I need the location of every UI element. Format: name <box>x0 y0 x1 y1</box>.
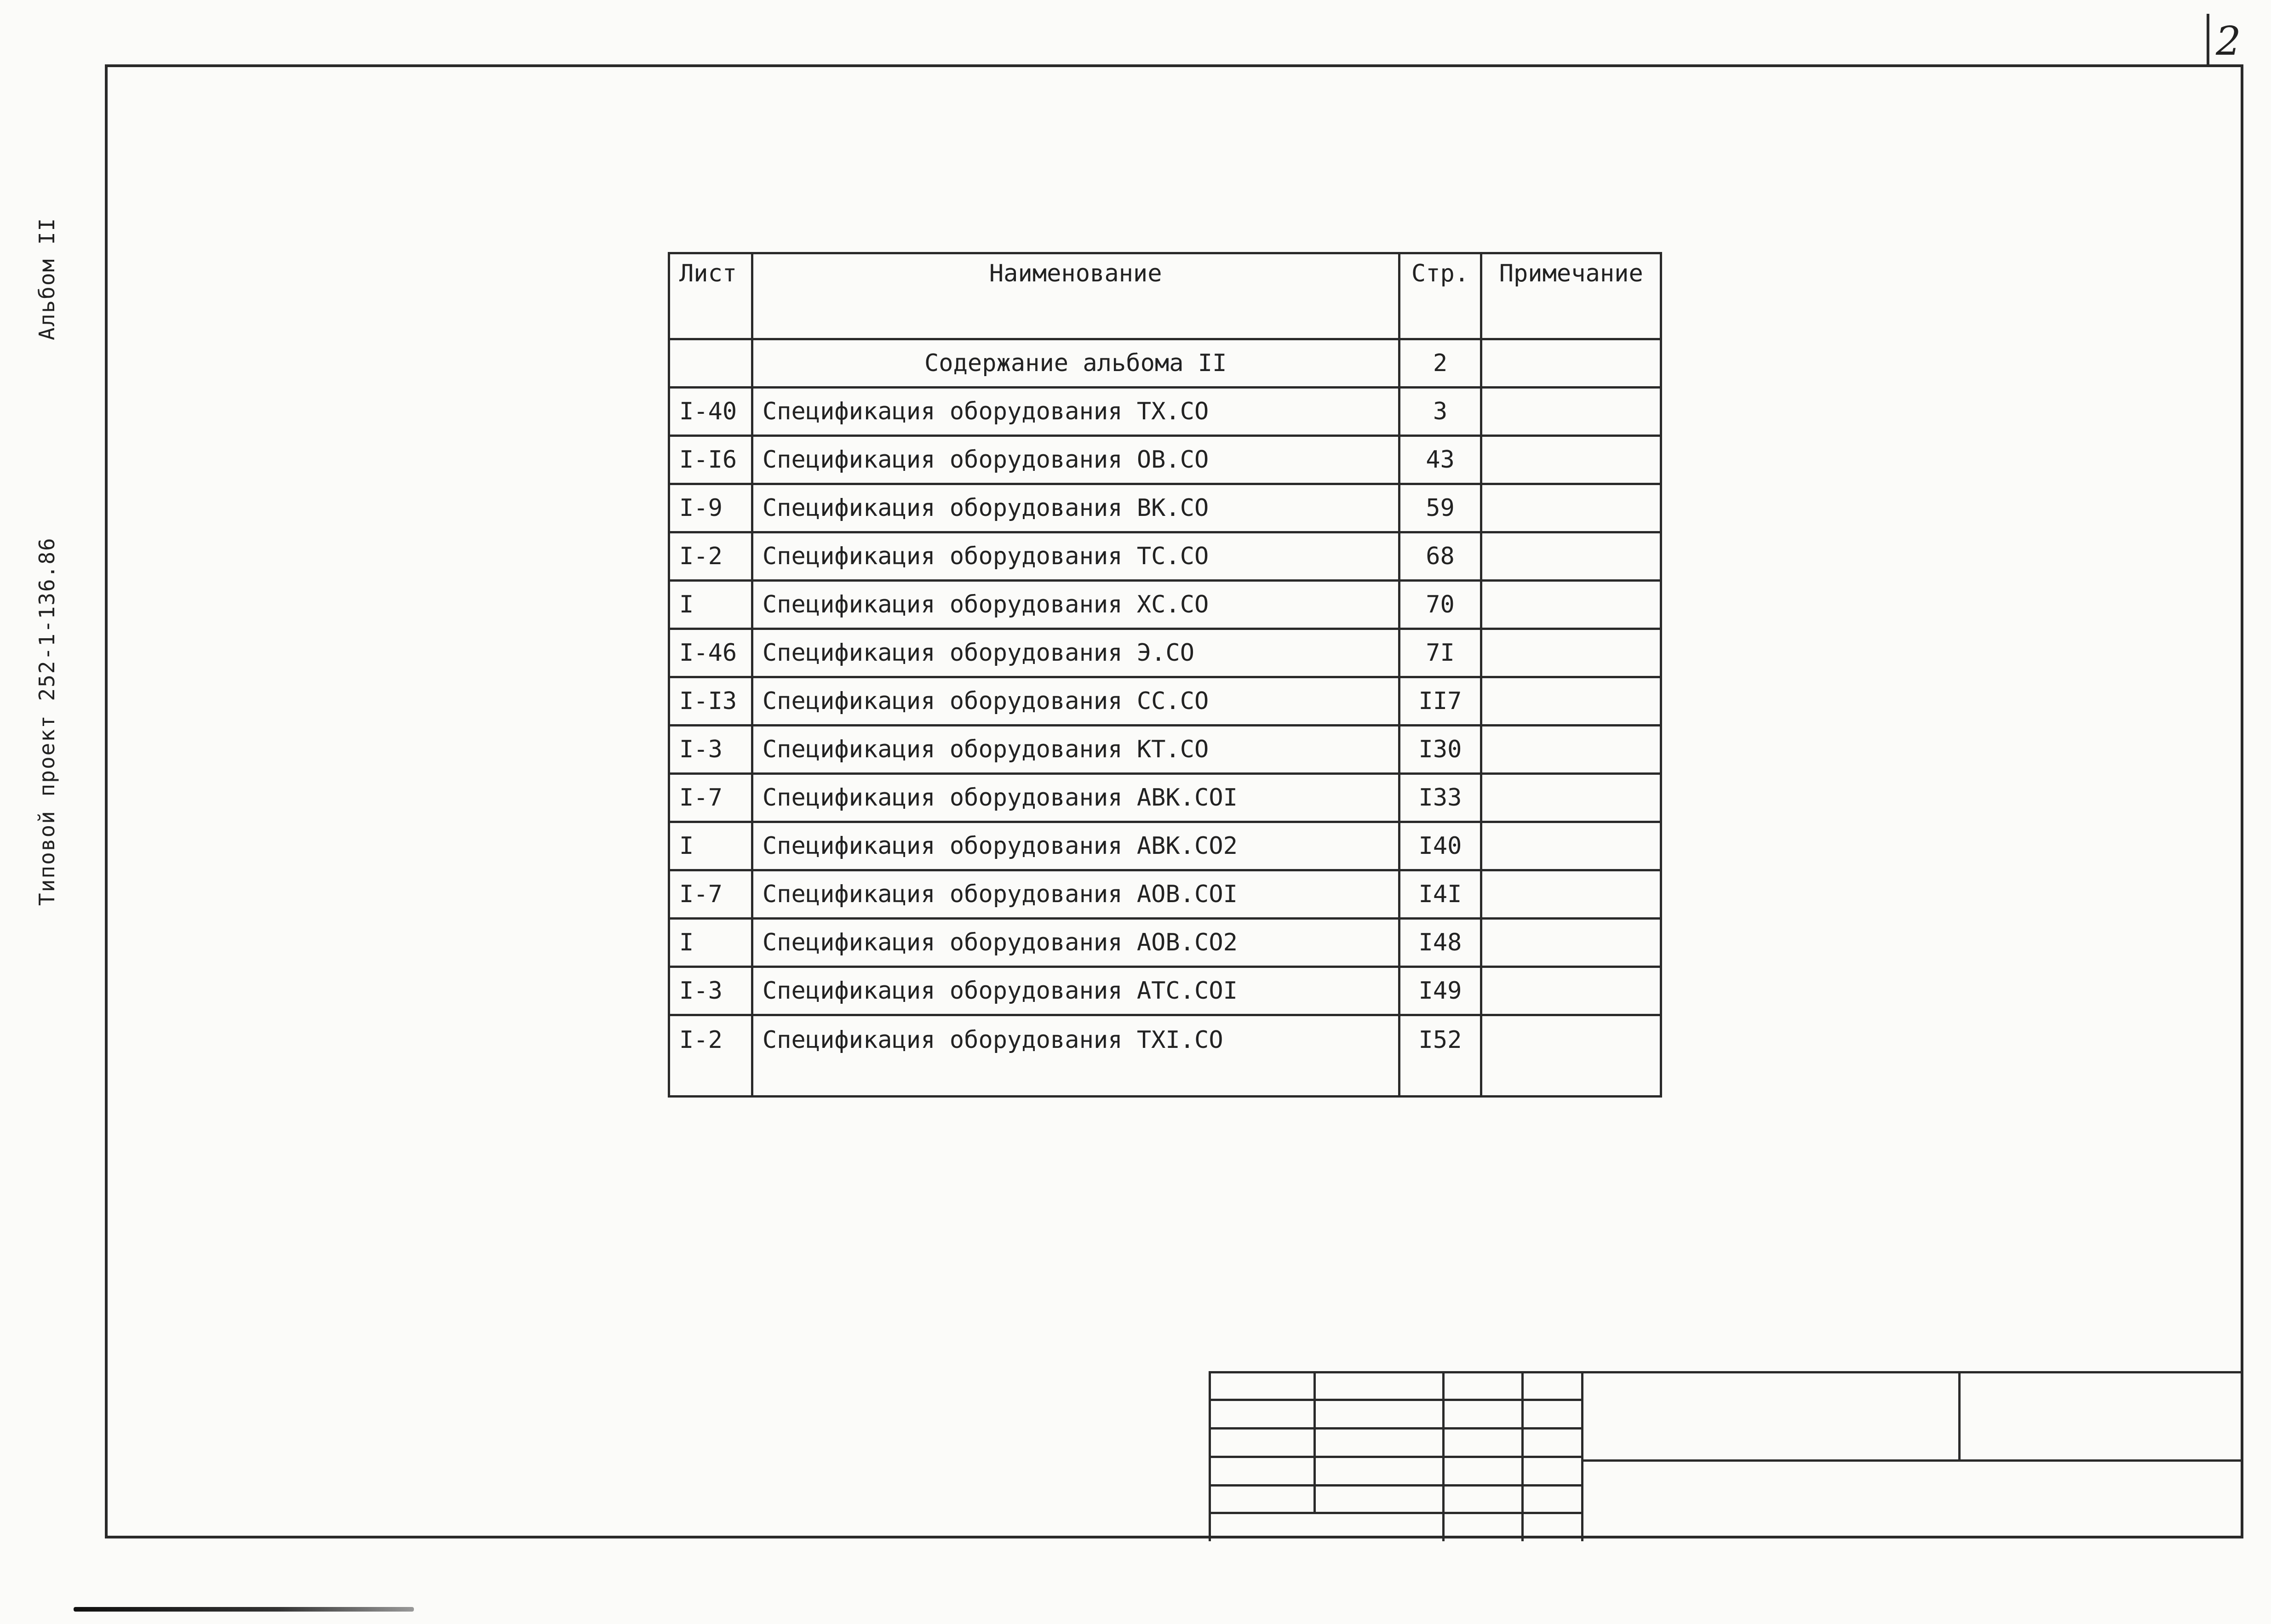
cell-name: Спецификация оборудования АВК.СОI <box>752 774 1399 822</box>
table-row <box>669 774 1661 822</box>
cell-sheet: I-7 <box>669 870 752 919</box>
cell-page: I40 <box>1399 822 1481 870</box>
cell-name: Содержание альбома II <box>752 339 1399 388</box>
cell-note <box>1481 774 1661 822</box>
cell-name: Спецификация оборудования АТС.СОI <box>752 967 1399 1015</box>
project-label: Типовой проект 252-1-136.86 <box>34 537 59 906</box>
cell-note <box>1481 726 1661 774</box>
cell-note <box>1481 388 1661 436</box>
cell-sheet: I <box>669 822 752 870</box>
cell-note <box>1481 339 1661 388</box>
cell-name: Спецификация оборудования ХС.СО <box>752 581 1399 629</box>
cell-sheet: I-2 <box>669 1015 752 1097</box>
header-note: Примечание <box>1481 253 1661 339</box>
cell-note <box>1481 822 1661 870</box>
cell-page: 59 <box>1399 484 1481 532</box>
cell-page: I30 <box>1399 726 1481 774</box>
cell-name: Спецификация оборудования СС.СО <box>752 677 1399 726</box>
cell-name: Спецификация оборудования ОВ.СО <box>752 436 1399 484</box>
cell-sheet: I-9 <box>669 484 752 532</box>
cell-note <box>1481 629 1661 677</box>
cell-page: 43 <box>1399 436 1481 484</box>
table-row <box>669 339 1661 388</box>
cell-page: I33 <box>1399 774 1481 822</box>
cell-page: I49 <box>1399 967 1481 1015</box>
cell-name: Спецификация оборудования ВК.СО <box>752 484 1399 532</box>
cell-name: Спецификация оборудования Э.СО <box>752 629 1399 677</box>
header-sheet: Лист <box>669 253 752 339</box>
cell-name: Спецификация оборудования ТС.СО <box>752 532 1399 581</box>
table-row <box>669 388 1661 436</box>
table-row <box>669 1015 1661 1097</box>
cell-name: Спецификация оборудования АВК.СО2 <box>752 822 1399 870</box>
cell-note <box>1481 870 1661 919</box>
cell-note <box>1481 919 1661 967</box>
cell-note <box>1481 967 1661 1015</box>
table-row <box>669 436 1661 484</box>
cell-note <box>1481 532 1661 581</box>
cell-sheet: I <box>669 919 752 967</box>
cell-note <box>1481 484 1661 532</box>
table-row <box>669 967 1661 1015</box>
table-row <box>669 870 1661 919</box>
table-row <box>669 822 1661 870</box>
cell-sheet: I-3 <box>669 967 752 1015</box>
album-label: Альбом II <box>34 217 59 340</box>
cell-page: 7I <box>1399 629 1481 677</box>
cell-sheet: I-46 <box>669 629 752 677</box>
cell-sheet: I <box>669 581 752 629</box>
cell-page: 2 <box>1399 339 1481 388</box>
cell-page: I48 <box>1399 919 1481 967</box>
table-row <box>669 726 1661 774</box>
table-row <box>669 581 1661 629</box>
cell-note <box>1481 581 1661 629</box>
cell-page: 3 <box>1399 388 1481 436</box>
table-row <box>669 484 1661 532</box>
scan-mark <box>74 1607 414 1612</box>
cell-name: Спецификация оборудования АОВ.СО2 <box>752 919 1399 967</box>
table-row <box>669 919 1661 967</box>
cell-note <box>1481 1015 1661 1097</box>
cell-sheet <box>669 339 752 388</box>
cell-name: Спецификация оборудования ТХ.СО <box>752 388 1399 436</box>
cell-sheet: I-I3 <box>669 677 752 726</box>
cell-sheet: I-I6 <box>669 436 752 484</box>
table-row <box>669 677 1661 726</box>
cell-sheet: I-40 <box>669 388 752 436</box>
cell-page: 70 <box>1399 581 1481 629</box>
cell-note <box>1481 436 1661 484</box>
sheet-number: 2 <box>2216 18 2241 64</box>
contents-table <box>668 252 1662 1098</box>
cell-page: I4I <box>1399 870 1481 919</box>
title-block <box>1209 1371 2243 1541</box>
cell-page: 68 <box>1399 532 1481 581</box>
cell-sheet: I-3 <box>669 726 752 774</box>
cell-name: Спецификация оборудования ТХI.СО <box>752 1015 1399 1097</box>
header-name: Наименование <box>752 253 1399 339</box>
header-page: Стр. <box>1399 253 1481 339</box>
cell-page: II7 <box>1399 677 1481 726</box>
cell-sheet: I-2 <box>669 532 752 581</box>
table-row <box>669 532 1661 581</box>
cell-name: Спецификация оборудования КТ.СО <box>752 726 1399 774</box>
cell-sheet: I-7 <box>669 774 752 822</box>
table-row <box>669 629 1661 677</box>
cell-name: Спецификация оборудования АОВ.СОI <box>752 870 1399 919</box>
cell-note <box>1481 677 1661 726</box>
table-body <box>669 339 1661 1097</box>
table-header-row <box>669 253 1661 339</box>
cell-page: I52 <box>1399 1015 1481 1097</box>
